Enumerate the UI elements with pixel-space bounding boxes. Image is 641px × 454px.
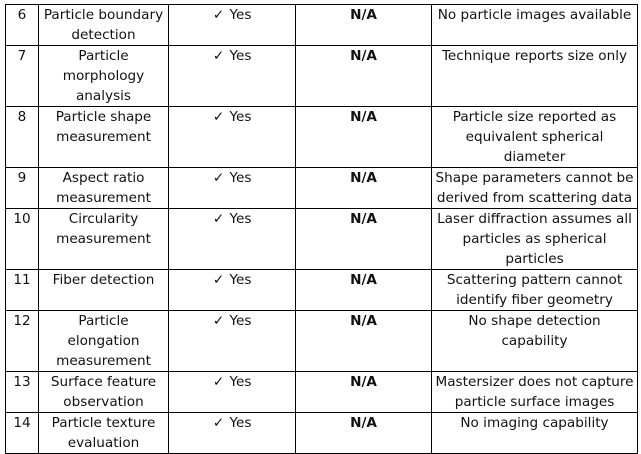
result-cell: N/A	[296, 413, 432, 454]
note-cell: Mastersizer does not capture particle surface images	[432, 372, 638, 413]
row-number: 8	[6, 107, 39, 168]
checkmark-icon: ✓	[212, 211, 225, 227]
status-label: Yes	[229, 313, 252, 329]
row-number: 14	[6, 413, 39, 454]
checkmark-icon: ✓	[212, 170, 225, 186]
status-cell	[169, 46, 296, 107]
status-cell	[169, 5, 296, 46]
note-cell: No shape detection capability	[432, 311, 638, 372]
table-row	[6, 46, 638, 107]
status-cell	[169, 270, 296, 311]
table-row	[6, 209, 638, 270]
status-cell	[169, 413, 296, 454]
table-row	[6, 5, 638, 46]
status-label: Yes	[229, 7, 252, 23]
row-number: 9	[6, 168, 39, 209]
table-body	[6, 5, 638, 454]
checkmark-icon: ✓	[212, 313, 225, 329]
criterion-cell: Fiber detection	[39, 270, 169, 311]
status-cell	[169, 372, 296, 413]
criterion-cell: Particle shape measurement	[39, 107, 169, 168]
status-label: Yes	[229, 374, 252, 390]
checkmark-icon: ✓	[212, 272, 225, 288]
table-row	[6, 311, 638, 372]
note-cell: No imaging capability	[432, 413, 638, 454]
row-number: 10	[6, 209, 39, 270]
result-cell: N/A	[296, 5, 432, 46]
criterion-cell: Circularity measurement	[39, 209, 169, 270]
status-label: Yes	[229, 272, 252, 288]
criterion-cell: Particle boundary detection	[39, 5, 169, 46]
checkmark-icon: ✓	[212, 7, 225, 23]
note-cell: No particle images available	[432, 5, 638, 46]
row-number: 12	[6, 311, 39, 372]
checkmark-icon: ✓	[212, 109, 225, 125]
row-number: 11	[6, 270, 39, 311]
status-label: Yes	[229, 415, 252, 431]
table-row	[6, 107, 638, 168]
note-cell: Scattering pattern cannot identify fiber geometry	[432, 270, 638, 311]
status-label: Yes	[229, 109, 252, 125]
criterion-cell: Aspect ratio measurement	[39, 168, 169, 209]
criterion-cell: Particle elongation measurement	[39, 311, 169, 372]
note-cell: Laser diffraction assumes all particles as spherical particles	[432, 209, 638, 270]
status-cell	[169, 107, 296, 168]
status-cell	[169, 168, 296, 209]
checkmark-icon: ✓	[212, 415, 225, 431]
status-cell	[169, 311, 296, 372]
table-row	[6, 372, 638, 413]
row-number: 7	[6, 46, 39, 107]
result-cell: N/A	[296, 209, 432, 270]
status-label: Yes	[229, 211, 252, 227]
result-cell: N/A	[296, 311, 432, 372]
criterion-cell: Surface feature observation	[39, 372, 169, 413]
note-cell: Technique reports size only	[432, 46, 638, 107]
status-label: Yes	[229, 48, 252, 64]
result-cell: N/A	[296, 107, 432, 168]
criterion-cell: Particle texture evaluation	[39, 413, 169, 454]
criteria-table	[5, 4, 638, 454]
status-cell	[169, 209, 296, 270]
row-number: 13	[6, 372, 39, 413]
table-row	[6, 168, 638, 209]
row-number: 6	[6, 5, 39, 46]
result-cell: N/A	[296, 168, 432, 209]
table-row	[6, 270, 638, 311]
checkmark-icon: ✓	[212, 48, 225, 64]
result-cell: N/A	[296, 372, 432, 413]
result-cell: N/A	[296, 270, 432, 311]
checkmark-icon: ✓	[212, 374, 225, 390]
note-cell: Shape parameters cannot be derived from scattering data	[432, 168, 638, 209]
result-cell: N/A	[296, 46, 432, 107]
criterion-cell: Particle morphology analysis	[39, 46, 169, 107]
table-row	[6, 413, 638, 454]
status-label: Yes	[229, 170, 252, 186]
note-cell: Particle size reported as equivalent spherical diameter	[432, 107, 638, 168]
